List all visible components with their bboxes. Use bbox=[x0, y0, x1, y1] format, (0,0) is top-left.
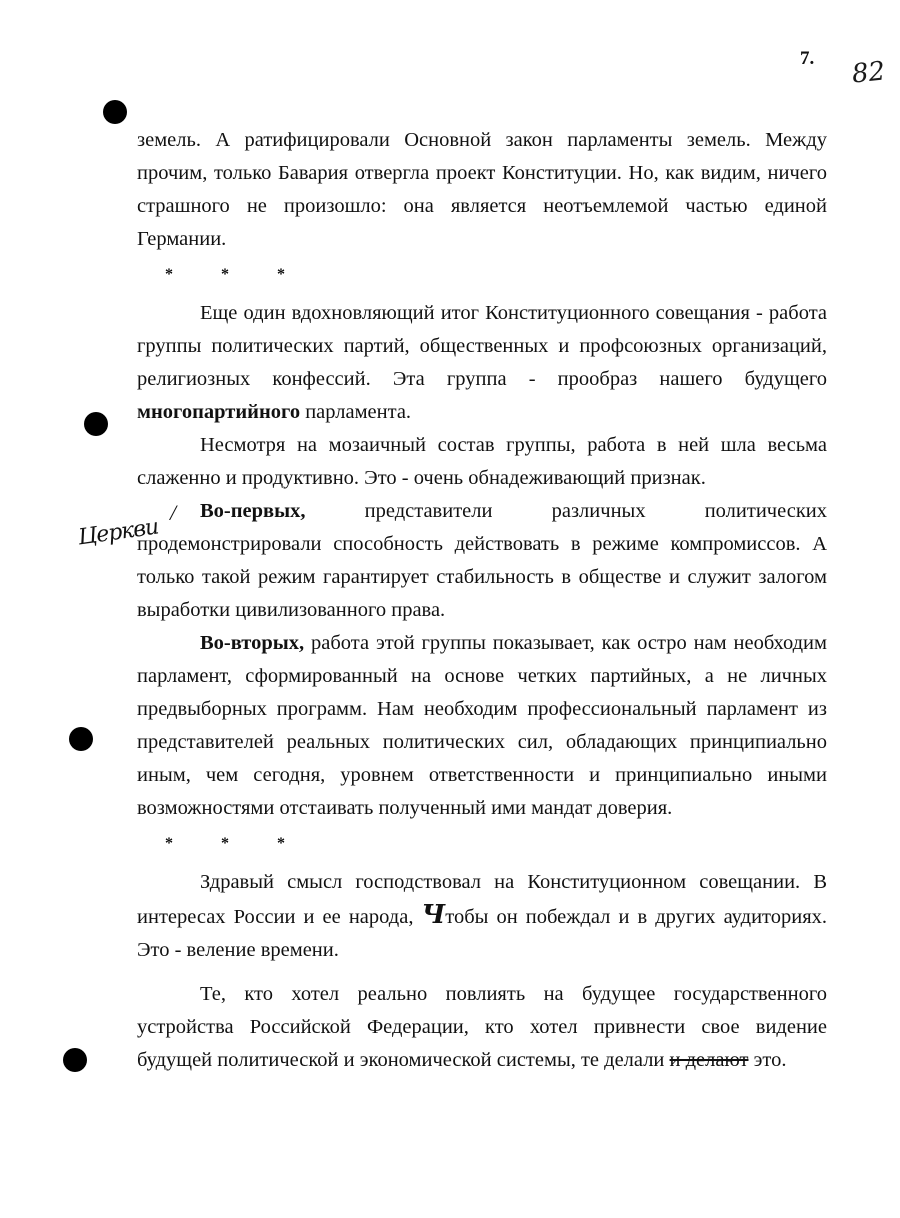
paragraph-6 bbox=[137, 866, 827, 967]
handwritten-margin-note: Церкви bbox=[76, 514, 160, 551]
paragraph-6-start: Здравый смысл господствовал на Конституционном совещании. В интересах России и ее народа, bbox=[137, 871, 827, 928]
paragraph-4 bbox=[137, 495, 827, 627]
document-body bbox=[137, 124, 827, 1077]
paragraph-5-bold: Во-вторых, bbox=[200, 632, 305, 654]
page-number: 7. bbox=[800, 48, 815, 69]
punch-hole-3 bbox=[69, 727, 93, 751]
section-separator-2: * * * bbox=[165, 835, 307, 852]
paragraph-6-end: Это - веление времени. bbox=[137, 939, 339, 961]
paragraph-5 bbox=[137, 627, 827, 825]
paragraph-3: Несмотря на мозаичный состав группы, работа в ней шла весьма слаженно и продуктивно. Это - очень обнадеживающий признак. bbox=[137, 434, 827, 489]
paragraph-2 bbox=[137, 297, 827, 429]
handwritten-insert-mark: / bbox=[170, 500, 177, 525]
handwritten-page-ref: 82 bbox=[850, 56, 887, 90]
handwritten-corrected-letter: Ч bbox=[421, 900, 446, 930]
paragraph-6-corrected-rest: тобы он побеждал и в других аудиториях. bbox=[445, 906, 827, 928]
paragraph-4-rest: представители различных политических продемонстрировали способность действовать в режиме компромиссов. А только такой режим гарантирует стабильность в обществе и служит залогом выработки цивилизованного права. bbox=[137, 500, 827, 621]
punch-hole-4 bbox=[63, 1048, 87, 1072]
paragraph-7-end: это. bbox=[748, 1049, 787, 1071]
paragraph-5-rest: работа этой группы показывает, как остро нам необходим парламент, сформированный на основе четких партийных, а не личных предвыборных программ. Нам необходим профессиональный парламент из представителей реальных политических сил, обладающих принципиально иным, чем сегодня, уровнем ответственности и принципиально иными возможностями отстаивать полученный ими мандат доверия. bbox=[137, 632, 827, 819]
section-separator-1: * * * bbox=[165, 266, 307, 283]
paragraph-2-bold: многопартийного bbox=[137, 401, 301, 423]
paragraph-7 bbox=[137, 978, 827, 1077]
punch-hole-2 bbox=[84, 412, 108, 436]
paragraph-2-end: парламента. bbox=[300, 401, 412, 423]
punch-hole-1 bbox=[103, 100, 127, 124]
paragraph-7-struck: и делают bbox=[669, 1049, 749, 1071]
paragraph-7-start: Те, кто хотел реально повлиять на будущее государственного устройства Российской Федерации, кто хотел привнести свое видение будущей политической и экономической системы, те делали bbox=[137, 983, 827, 1071]
paragraph-2-start: Еще один вдохновляющий итог Конституционного совещания - работа группы политических партий, общественных и профсоюзных организаций, религиозных конфессий. Эта группа - прообраз нашего будущего bbox=[137, 302, 827, 390]
paragraph-4-bold: Во-первых, bbox=[200, 500, 306, 522]
paragraph-1: земель. А ратифицировали Основной закон парламенты земель. Между прочим, только Бавария отвергла проект Конституции. Но, как видим, ничего страшного не произошло: она является неотъемлемой частью единой Германии. bbox=[137, 129, 827, 250]
